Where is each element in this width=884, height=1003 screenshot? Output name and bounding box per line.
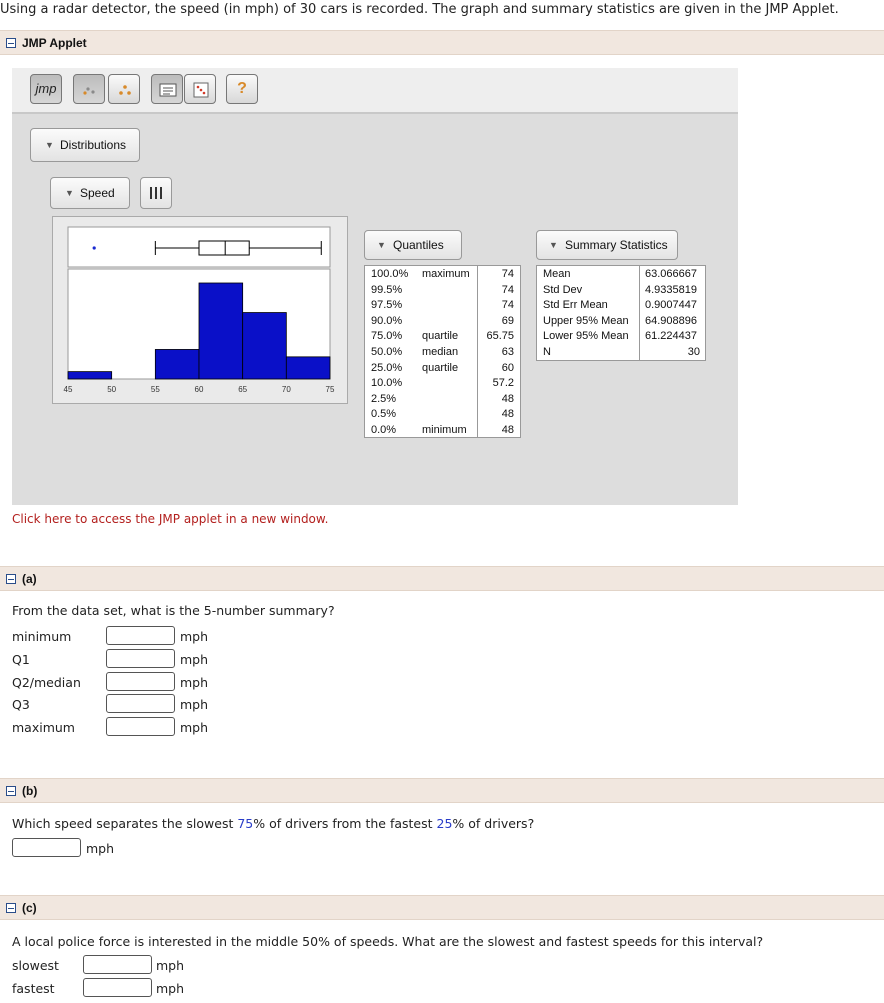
summary-key: Std Err Mean (543, 299, 608, 312)
fastest-input[interactable] (83, 978, 152, 997)
histogram-bar (243, 313, 287, 379)
quantile-value: 57.2 (492, 377, 514, 390)
disclosure-triangle-icon[interactable]: ▼ (45, 139, 54, 150)
histogram-bar (286, 357, 330, 379)
quantile-label: minimum (422, 424, 467, 436)
part-b-label: (b) (22, 784, 38, 798)
scatter-color-icon (109, 75, 141, 105)
summary-row (537, 315, 705, 330)
question-text: % of drivers from the fastest (253, 816, 437, 831)
summary-value: 63.066667 (645, 268, 697, 280)
x-tick-label: 60 (194, 385, 204, 394)
q3-unit: mph (180, 697, 209, 712)
x-tick-label: 70 (281, 385, 291, 394)
points-color-icon-button[interactable] (108, 74, 140, 104)
minimum-unit: mph (180, 629, 209, 644)
separating-speed-input[interactable] (12, 838, 81, 857)
summary-row (537, 268, 705, 283)
maximum-unit: mph (180, 720, 209, 735)
slowest-unit: mph (156, 958, 185, 973)
quantile-row (365, 268, 520, 283)
separating-speed-unit: mph (86, 841, 115, 856)
quantile-label: quartile (422, 330, 459, 343)
part-a-label: (a) (22, 572, 37, 586)
x-tick-label: 65 (238, 385, 248, 394)
part-c-question: A local police force is interested in the middle 50% of speeds. What are the slowest and fastest speeds for this interval? (12, 934, 764, 949)
q1-label: Q1 (12, 652, 30, 667)
slowest-input[interactable] (83, 955, 152, 974)
histogram-bar (155, 349, 199, 379)
applet-section-header[interactable] (0, 30, 884, 55)
fastest-unit: mph (156, 981, 185, 996)
applet-section-label: JMP Applet (22, 36, 87, 50)
summary-statistics-outline-button[interactable] (536, 230, 678, 260)
percent-75: 75 (237, 816, 254, 831)
x-tick-label: 55 (150, 385, 160, 394)
part-b-header[interactable] (0, 778, 884, 803)
q3-input[interactable] (106, 694, 175, 713)
quantile-value: 48 (501, 392, 514, 405)
x-tick-label: 75 (325, 385, 335, 394)
quantile-percent: 2.5% (371, 392, 397, 405)
quantile-value: 48 (501, 424, 514, 436)
quantile-value: 74 (501, 299, 514, 312)
summary-key: Upper 95% Mean (543, 314, 629, 327)
jmp-logo: jmp (35, 81, 57, 96)
slowest-label: slowest (12, 958, 59, 973)
part-c-header[interactable] (0, 895, 884, 920)
scatter-points-icon (74, 75, 106, 105)
menu-button[interactable] (140, 177, 172, 209)
summary-row (537, 284, 705, 299)
jmp-logo-button[interactable] (30, 74, 62, 104)
summary-value: 0.9007447 (645, 299, 697, 312)
summary-value: 64.908896 (645, 314, 697, 327)
part-b-question (12, 816, 534, 831)
disclosure-triangle-icon[interactable]: ▼ (549, 239, 558, 250)
dice-icon-button[interactable] (184, 74, 216, 104)
fastest-label: fastest (12, 981, 55, 996)
summary-key: N (543, 346, 551, 358)
summary-key: Std Dev (543, 283, 583, 296)
quantile-row (365, 393, 520, 408)
histogram-boxplot-svg (53, 217, 349, 405)
speed-distribution-plot (52, 216, 348, 404)
summary-key: Lower 95% Mean (543, 330, 629, 343)
minimum-input[interactable] (106, 626, 175, 645)
collapse-icon[interactable] (6, 574, 16, 584)
collapse-icon[interactable] (6, 786, 16, 796)
quantile-percent: 90.0% (371, 314, 403, 327)
quantile-percent: 100.0% (371, 268, 409, 280)
median-input[interactable] (106, 672, 175, 691)
summary-statistics-table (536, 265, 706, 361)
boxplot-outlier (93, 246, 96, 249)
quantile-row (365, 284, 520, 299)
quantile-value: 60 (501, 361, 514, 374)
dice-icon (185, 75, 217, 105)
menu-lines-icon (141, 178, 171, 208)
quantile-value: 48 (501, 408, 514, 421)
summary-row (537, 299, 705, 314)
q1-input[interactable] (106, 649, 175, 668)
quantile-value: 63 (501, 346, 514, 358)
question-text: % of drivers? (452, 816, 535, 831)
median-label: Q2/median (12, 675, 81, 690)
percent-25: 25 (436, 816, 453, 831)
quantile-row (365, 299, 520, 314)
help-button[interactable] (226, 74, 258, 104)
report-icon (152, 75, 184, 105)
distributions-outline-button[interactable] (30, 128, 140, 162)
quantile-row (365, 315, 520, 330)
summary-key: Mean (543, 268, 571, 280)
part-a-question: From the data set, what is the 5-number summary? (12, 603, 335, 618)
disclosure-triangle-icon[interactable]: ▼ (377, 239, 386, 250)
quantiles-title: Quantiles (393, 238, 444, 252)
quantiles-outline-button[interactable] (364, 230, 462, 260)
boxplot-box (199, 241, 249, 255)
median-unit: mph (180, 675, 209, 690)
intro-text: Using a radar detector, the speed (in mph) of 30 cars is recorded. The graph and summary statistics are given in the JMP Applet. (0, 2, 839, 17)
histogram-bar (199, 283, 243, 379)
quantile-value: 69 (501, 314, 514, 327)
quantile-value: 74 (501, 283, 514, 296)
summary-value: 61.224437 (645, 330, 697, 343)
x-tick-label: 50 (107, 385, 117, 394)
distributions-label: Distributions (60, 138, 127, 152)
collapse-icon[interactable] (6, 38, 16, 48)
quantile-percent: 99.5% (371, 283, 403, 296)
maximum-label: maximum (12, 720, 75, 735)
help-icon: ? (237, 80, 247, 97)
q1-unit: mph (180, 652, 209, 667)
histogram-bar (68, 372, 112, 379)
quantile-row (365, 377, 520, 392)
q3-label: Q3 (12, 697, 30, 712)
quantile-percent: 0.5% (371, 408, 397, 421)
collapse-icon[interactable] (6, 903, 16, 913)
speed-outline-button[interactable] (50, 177, 130, 209)
quantile-value: 74 (501, 268, 514, 280)
quantile-value: 65.75 (486, 330, 514, 343)
part-c-label: (c) (22, 901, 37, 915)
part-a-header[interactable] (0, 566, 884, 591)
question-text: Which speed separates the slowest (12, 816, 238, 831)
disclosure-triangle-icon[interactable]: ▼ (65, 187, 74, 198)
summary-value: 30 (687, 346, 700, 358)
quantile-row (365, 346, 520, 361)
summary-statistics-title: Summary Statistics (565, 238, 668, 252)
quantile-percent: 25.0% (371, 361, 403, 374)
quantile-row (365, 424, 520, 439)
quantile-label: median (422, 346, 459, 358)
quantile-row (365, 330, 520, 345)
x-tick-label: 45 (63, 385, 73, 394)
maximum-input[interactable] (106, 717, 175, 736)
quantile-percent: 50.0% (371, 346, 403, 358)
speed-label: Speed (80, 186, 115, 200)
quantile-percent: 75.0% (371, 330, 403, 343)
quantile-label: maximum (422, 268, 470, 280)
summary-value: 4.9335819 (645, 283, 697, 296)
report-icon-button[interactable] (151, 74, 183, 104)
quantile-percent: 97.5% (371, 299, 403, 312)
quantile-row (365, 362, 520, 377)
quantile-row (365, 408, 520, 423)
quantile-percent: 0.0% (371, 424, 397, 436)
open-applet-link[interactable]: Click here to access the JMP applet in a new window. (12, 512, 329, 526)
points-icon-button[interactable] (73, 74, 105, 104)
quantiles-table (364, 265, 521, 438)
quantile-percent: 10.0% (371, 377, 403, 390)
summary-row (537, 346, 705, 361)
summary-row (537, 330, 705, 345)
quantile-label: quartile (422, 361, 459, 374)
minimum-label: minimum (12, 629, 72, 644)
